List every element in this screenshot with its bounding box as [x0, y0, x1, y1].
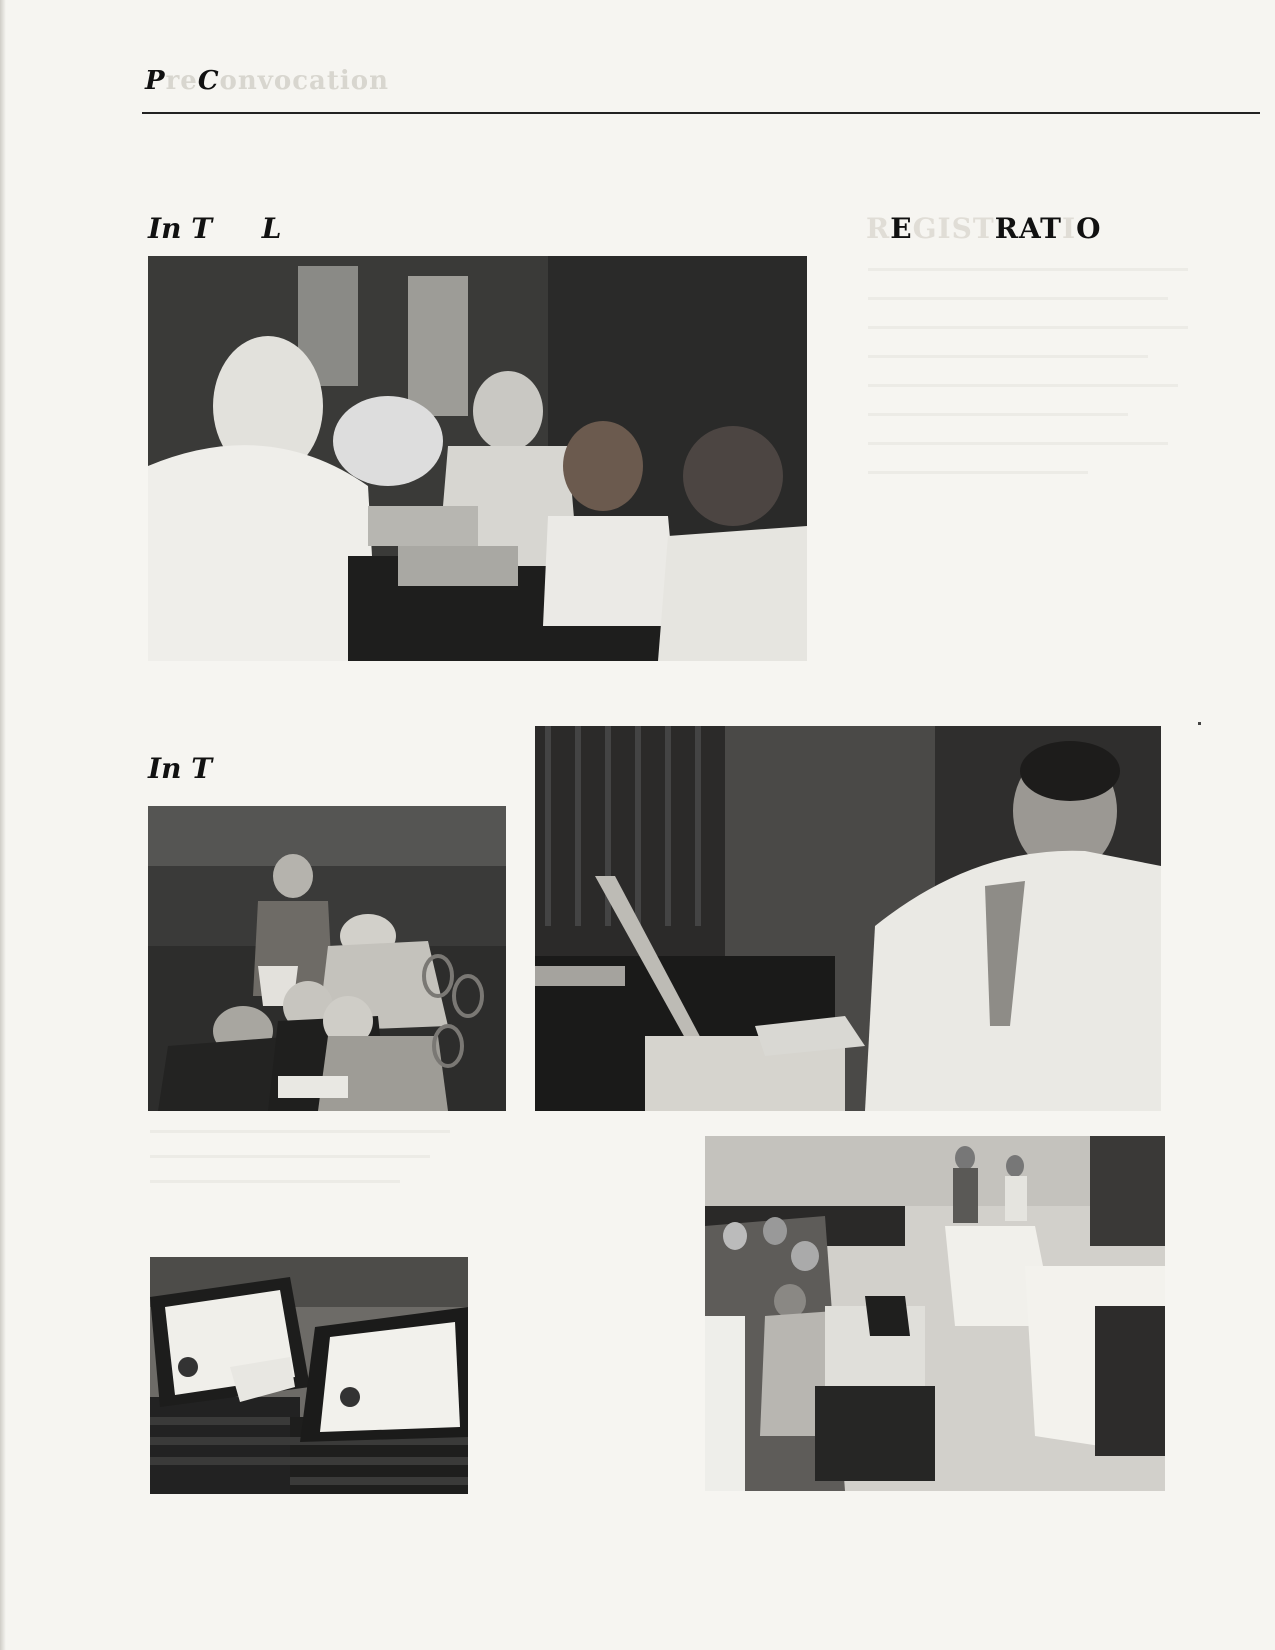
photo-registration-tables: [705, 1136, 1165, 1491]
section-heading-1-b: L: [261, 212, 282, 245]
page-edge-shadow: [0, 0, 6, 1650]
section-heading-1: [148, 212, 281, 245]
print-speck: [1198, 722, 1201, 725]
reg-rat: RAT: [994, 212, 1063, 245]
header-onvocation: onvocation: [219, 66, 390, 96]
reg-gist: GIST: [912, 212, 995, 245]
photo-man-with-binder: [535, 726, 1161, 1111]
reg-i: I: [1062, 212, 1077, 245]
header-rule: [142, 112, 1260, 114]
photo-registration-desk: [148, 256, 807, 661]
header-c: C: [197, 66, 220, 96]
faded-caption: [150, 1130, 470, 1183]
reg-o: O: [1076, 212, 1102, 245]
reg-e: E: [890, 212, 913, 245]
photo-certificates: [150, 1257, 468, 1494]
registration-heading: [866, 212, 1102, 245]
section-heading-2-a: In T: [148, 752, 213, 785]
header-p: P: [145, 66, 166, 96]
header-re: re: [165, 66, 198, 96]
photo-group-reading: [148, 806, 506, 1111]
faded-text-block: [868, 268, 1198, 474]
reg-r: R: [866, 212, 891, 245]
section-heading-2: [148, 752, 212, 785]
section-heading-1-a: In T: [148, 212, 213, 245]
page-header-title: [145, 66, 389, 96]
